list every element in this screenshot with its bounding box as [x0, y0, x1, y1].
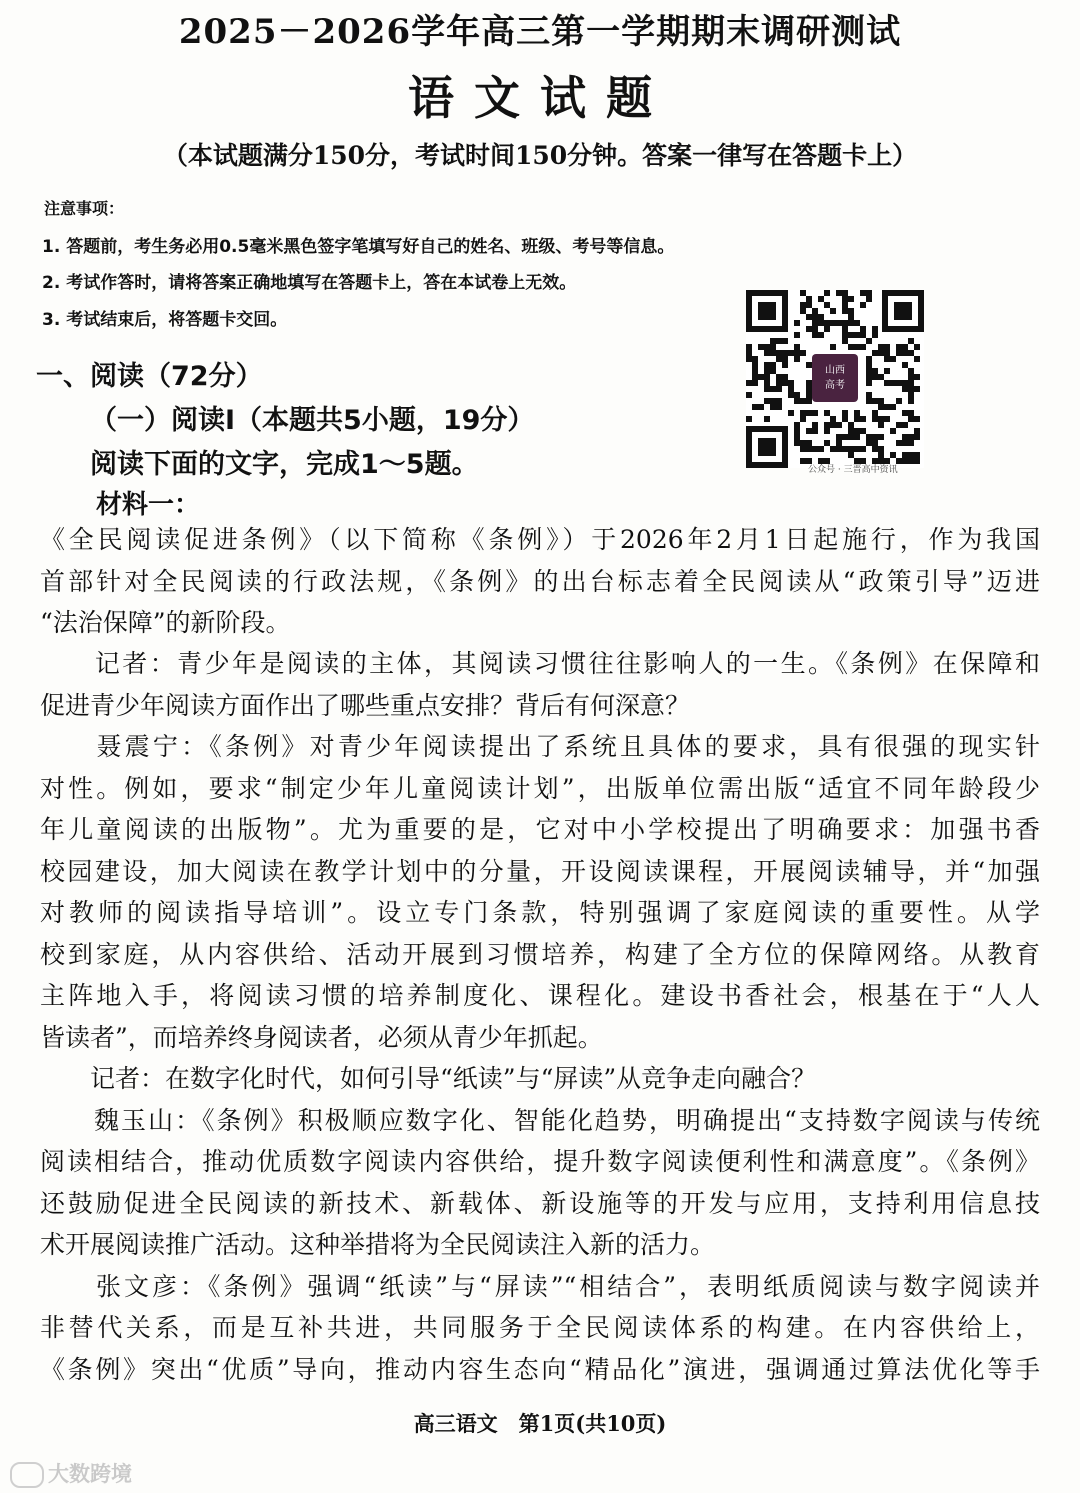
body-line: “法治保障”的新阶段。 — [40, 608, 291, 637]
body-line: 阅读相结合，推动优质数字阅读内容供给，提升数字阅读便利性和满意度”。《条例》 — [40, 1147, 1040, 1176]
subject-title: 语文试题 — [408, 71, 672, 125]
body-line: 聂震宁：《条例》对青少年阅读提出了系统且具体的要求，具有很强的现实针 — [40, 732, 1040, 761]
notice-item-1: 1. 答题前，考生务必用0.5毫米黑色签字笔填写好自己的姓名、班级、考号等信息。 — [42, 237, 675, 257]
notice-item-3: 3. 考试结束后，将答题卡交回。 — [42, 310, 288, 330]
qr-center-text-1: 山西 — [825, 365, 845, 376]
body-line: 非替代关系，而是互补共进，共同服务于全民阅读体系的构建。在内容供给上， — [40, 1313, 1040, 1342]
body-line: 《条例》突出“优质”导向，推动内容生态向“精品化”演进，强调通过算法优化等手 — [40, 1355, 1040, 1384]
body-line: 还鼓励促进全民阅读的新技术、新载体、新设施等的开发与应用，支持利用信息技 — [40, 1189, 1040, 1218]
body-line: 《全民阅读促进条例》（以下简称《条例》）于2026年2月1日起施行，作为我国 — [40, 525, 1040, 554]
notice-item-2: 2. 考试作答时，请将答案正确地填写在答题卡上，答在本试卷上无效。 — [42, 273, 577, 293]
qr-code — [746, 290, 924, 468]
body-line: 首部针对全民阅读的行政法规，《条例》的出台标志着全民阅读从“政策引导”迈进 — [40, 567, 1040, 596]
body-line: 校园建设，加大阅读在教学计划中的分量，开设阅读课程，开展阅读辅导，并“加强 — [40, 857, 1040, 886]
qr-center-text-2: 高考 — [825, 380, 845, 391]
subsection-title: （一）阅读Ⅰ（本题共5小题，19分） — [90, 405, 535, 436]
body-line: 校到家庭，从内容供给、活动开展到习惯培养，构建了全方位的保障网络。从教育 — [40, 940, 1040, 969]
page-footer: 高三语文 第1页(共10页) — [413, 1411, 667, 1436]
body-line: 术开展阅读推广活动。这种举措将为全民阅读注入新的活力。 — [40, 1230, 716, 1259]
instruction: 阅读下面的文字，完成1～5题。 — [90, 449, 479, 480]
body-line: 记者：在数字化时代，如何引导“纸读”与“屏读”从竞争走向融合？ — [40, 1064, 817, 1093]
notice-heading: 注意事项： — [44, 199, 125, 218]
watermark — [10, 1458, 132, 1488]
section-title: 一、阅读（72分） — [36, 361, 263, 392]
body-line: 张文彦：《条例》强调“纸读”与“屏读”“相结合”，表明纸质阅读与数字阅读并 — [40, 1272, 1040, 1301]
watermark-logo-icon — [10, 1462, 44, 1488]
material-label: 材料一： — [96, 490, 201, 520]
body-line: 对性。例如，要求“制定少年儿童阅读计划”，出版单位需出版“适宜不同年龄段少 — [40, 774, 1040, 803]
watermark-text: 大数跨境 — [48, 1462, 132, 1486]
body-line: 主阵地入手，将阅读习惯的培养制度化、课程化。建设书香社会，根基在于“人人 — [40, 981, 1040, 1010]
body-line: 对教师的阅读指导培训”。设立专门条款，特别强调了家庭阅读的重要性。从学 — [40, 898, 1040, 927]
exam-info: （本试题满分150分，考试时间150分钟。答案一律写在答题卡上） — [162, 141, 918, 170]
body-line: 年儿童阅读的出版物”。尤为重要的是，它对中小学校提出了明确要求：加强书香 — [40, 815, 1040, 844]
body-line: 记者：青少年是阅读的主体，其阅读习惯往往影响人的一生。《条例》在保障和 — [40, 649, 1040, 678]
body-line: 魏玉山：《条例》积极顺应数字化、智能化趋势，明确提出“支持数字阅读与传统 — [40, 1106, 1040, 1135]
body-line: 皆读者”，而培养终身阅读者，必须从青少年抓起。 — [40, 1023, 603, 1052]
qr-caption: 公众号 · 三晋高中资讯 — [808, 465, 898, 475]
exam-header-title: 2025－2026学年高三第一学期期末调研测试 — [178, 12, 902, 52]
body-line: 促进青少年阅读方面作出了哪些重点安排？背后有何深意？ — [40, 691, 691, 720]
